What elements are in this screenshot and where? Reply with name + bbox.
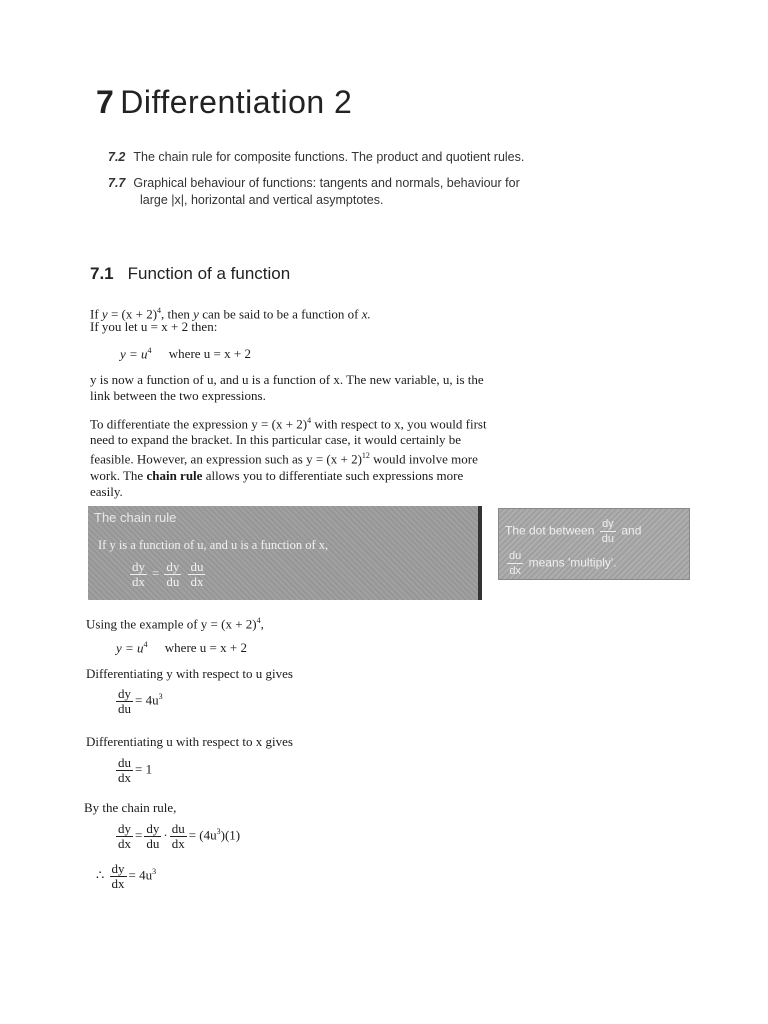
frac-num: dy xyxy=(602,518,614,530)
eq-sup: 3 xyxy=(158,692,163,702)
objective-text: The chain rule for composite functions. The product and quotient rules. xyxy=(133,150,525,164)
intro-paragraph-1: y is now a function of u, and u is a function of x. The new variable, u, is the link between the two expressions. xyxy=(90,372,484,403)
substitution-equation xyxy=(120,346,251,362)
eq-sup: 4 xyxy=(143,640,148,649)
side-note-text: The dot between xyxy=(505,523,595,538)
frac-den: du xyxy=(118,701,131,716)
eq-where: where u = x + 2 xyxy=(164,640,247,656)
intro-text: , then xyxy=(161,306,190,322)
eq-rhs: = (4u xyxy=(188,827,217,843)
example-text: , xyxy=(260,616,264,632)
para-sup: 4 xyxy=(307,416,312,425)
objective-number: 7.2 xyxy=(108,150,126,164)
chapter-title-text: Differentiation 2 xyxy=(120,84,353,120)
para-text: with respect to x, you would first need to expand the bracket. In this particular case, it would certainly be feasible. However, an expression such as y = (x + 2) xyxy=(90,416,487,467)
eq-rhs: = 4u xyxy=(128,867,153,883)
section-title xyxy=(90,264,290,284)
by-chain-rule-text: By the chain rule, xyxy=(84,800,177,815)
frac-num: dy xyxy=(111,861,125,876)
chain-rule-heading: The chain rule xyxy=(94,510,177,525)
eq-where: where u = x + 2 xyxy=(168,346,251,362)
objective-text-continued: large |x|, horizontal and vertical asymptotes. xyxy=(140,193,384,207)
equals: = xyxy=(152,566,160,581)
chapter-title xyxy=(96,84,352,121)
example-intro xyxy=(86,613,506,632)
example-sup: 4 xyxy=(256,616,261,625)
frac-den: du xyxy=(146,836,160,851)
intro-var: x. xyxy=(361,306,371,322)
intro-paragraph-2 xyxy=(90,413,490,500)
dy-du-equation xyxy=(114,687,163,716)
objective-7-7 xyxy=(108,175,520,209)
intro-var: y xyxy=(101,306,108,322)
eq-lhs: y = u xyxy=(116,640,144,656)
therefore-symbol: ∴ xyxy=(96,867,105,883)
chain-rule-statement: If y is a function of u, and u is a function of x, xyxy=(98,538,329,552)
intro-text: = (x + 2) xyxy=(110,306,158,322)
frac-num: dy xyxy=(118,686,131,701)
para-text: To differentiate the expression y = (x + 2) xyxy=(90,416,308,432)
chain-rule-equation xyxy=(128,560,207,589)
frac-den: dx xyxy=(132,574,145,589)
frac-num: du xyxy=(190,559,204,574)
intro-var: y xyxy=(193,306,199,322)
side-note-text: and xyxy=(621,523,642,538)
eq-rhs: = 1 xyxy=(135,761,153,777)
frac-den: dx xyxy=(118,836,131,851)
frac-den: du xyxy=(601,533,614,545)
frac-den: dx xyxy=(171,836,185,851)
frac-num: dy xyxy=(146,821,160,836)
para-text: allows you to differentiate such expressions more easily. xyxy=(90,467,464,499)
frac-den: dx xyxy=(190,574,204,589)
side-note-box xyxy=(498,508,690,580)
frac-den: dx xyxy=(509,565,521,577)
chain-rule-term: chain rule xyxy=(146,467,203,483)
frac-den: du xyxy=(166,574,180,589)
side-note-text: means 'multiply'. xyxy=(528,555,617,570)
example-text: Using the example of y = (x + 2) xyxy=(86,616,257,632)
frac-num: dy xyxy=(118,821,131,836)
objective-text: Graphical behaviour of functions: tangents and normals, behaviour for xyxy=(133,176,520,190)
frac-num: du xyxy=(509,550,522,562)
frac-num: dy xyxy=(166,559,180,574)
section-title-text: Function of a function xyxy=(127,264,291,283)
diff-y-text: Differentiating y with respect to u gives xyxy=(86,666,293,681)
intro-text: can be said to be a function of xyxy=(202,306,359,322)
frac-num: du xyxy=(171,821,185,836)
result-equation xyxy=(96,862,156,891)
intro-text: If xyxy=(90,306,99,322)
diff-u-text: Differentiating u with respect to x gives xyxy=(86,734,293,749)
frac-den: dx xyxy=(111,876,125,891)
eq-sup: 4 xyxy=(147,346,152,355)
chain-rule-box xyxy=(88,506,482,600)
para-text: would involve more work. The xyxy=(90,451,478,483)
frac-num: du xyxy=(118,755,131,770)
frac-num: dy xyxy=(132,559,145,574)
objective-number: 7.7 xyxy=(108,176,126,190)
du-dx-equation xyxy=(114,756,152,785)
intro-sup: 4 xyxy=(157,306,162,315)
frac-den: dx xyxy=(118,770,131,785)
para-sup: 12 xyxy=(361,451,370,461)
example-substitution xyxy=(116,640,247,656)
eq-lhs: y = u xyxy=(120,346,148,362)
intro-line-2: If you let u = x + 2 then: xyxy=(90,319,218,334)
objective-7-2 xyxy=(108,149,524,166)
section-number: 7.1 xyxy=(90,264,114,283)
eq-sup: 3 xyxy=(216,827,221,837)
chapter-number: 7 xyxy=(96,84,115,120)
eq-rhs: )(1) xyxy=(220,827,241,843)
chain-rule-application: $\frac{dy}{dx}$ = $\frac{dy}{du}$ · $\frac{du}{dx}$ = $(4u^3)(1)$ xyxy=(118,821,241,851)
eq-rhs: = 4u xyxy=(135,692,159,708)
eq-sup: 3 xyxy=(152,867,157,877)
